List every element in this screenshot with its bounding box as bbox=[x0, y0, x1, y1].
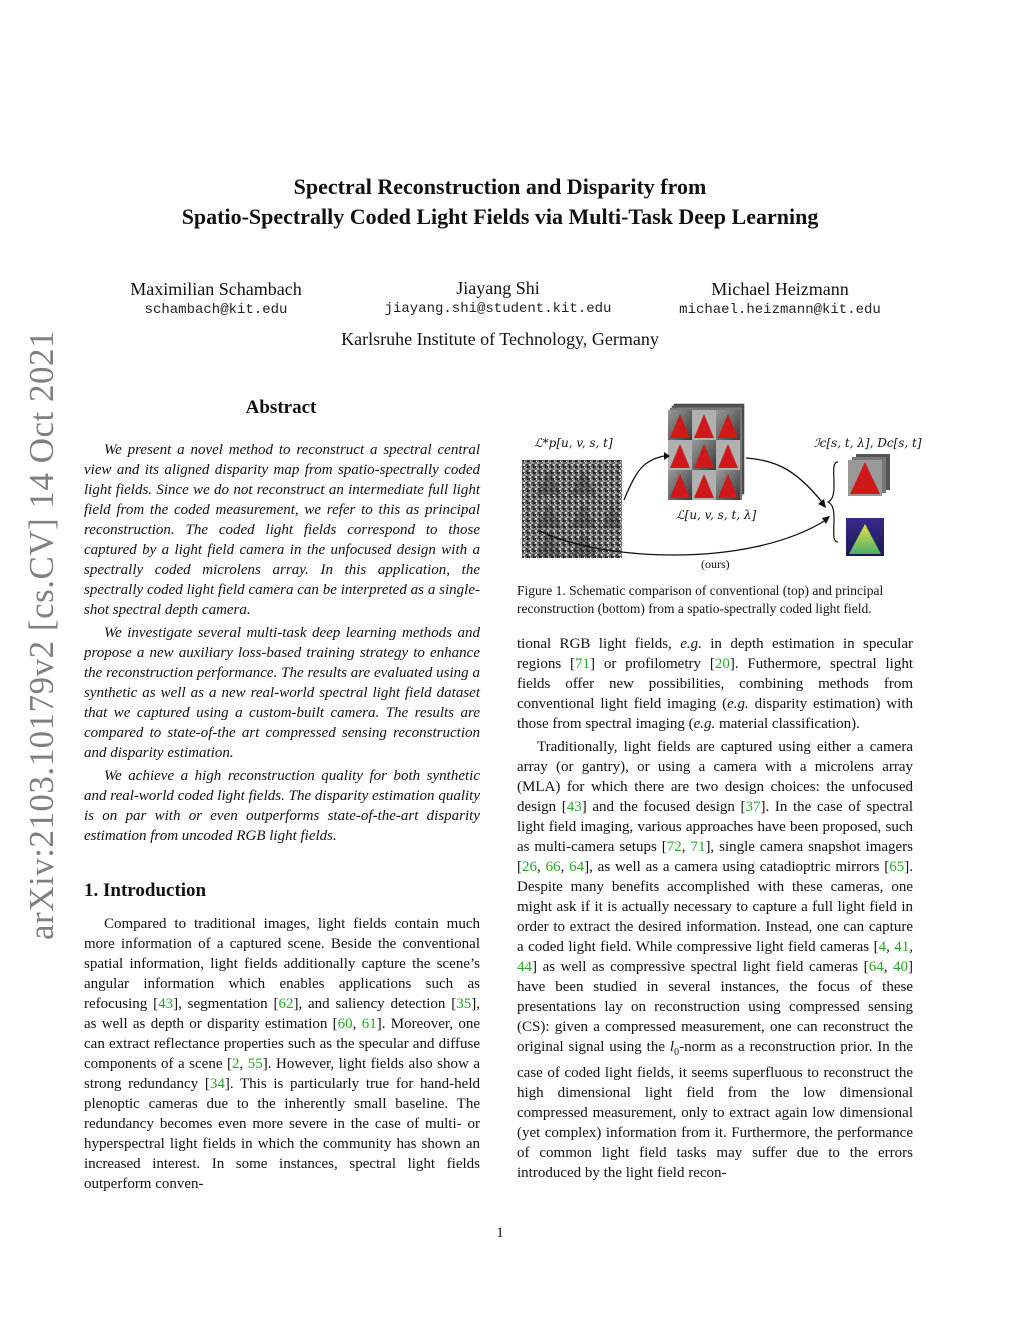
author-2-name: Jiayang Shi bbox=[456, 278, 540, 298]
arxiv-identifier: arXiv:2103.10179v2 [cs.CV] 14 Oct 2021 bbox=[22, 329, 61, 940]
citation-link[interactable]: 2 bbox=[231, 1056, 240, 1072]
label-ours: (ours) bbox=[701, 557, 730, 571]
red-cones bbox=[670, 414, 738, 498]
text-run: ]. Despite many benefits accomplished with these cameras, one might ask if it is actually necessary to capture a full light field in order to extract the desired information. Instead, one can capture a coded light field. While compressive light field cameras [ bbox=[517, 859, 914, 955]
citation-link[interactable]: 37 bbox=[745, 799, 761, 815]
author-3-email: michael.heizmann@kit.edu bbox=[679, 302, 881, 318]
abstract-paragraph-1: We present a novel method to reconstruct a spectral central view and its aligned disparity map from spatio-spectrally coded light fields. Since we do not reconstruct an intermediate full light field from the coded measurement, we refer to this as principal reconstruction. The coded light fields correspond to those captured by a light field camera in the unfocused design with a spectrally coded microlens array. In this application, the spectrally coded light field camera can be interpreted as a single-shot spectral depth camera. bbox=[84, 442, 480, 618]
page-number: 1 bbox=[496, 1225, 504, 1241]
citation-link[interactable]: 43 bbox=[566, 799, 582, 815]
light-field-stack bbox=[668, 404, 744, 500]
citation-link[interactable]: 41 bbox=[894, 939, 910, 955]
citation-link[interactable]: 64 bbox=[569, 859, 585, 875]
label-outputs: ℐc[s, t, λ], Dc[s, t] bbox=[814, 436, 922, 450]
citation-link[interactable]: 65 bbox=[889, 859, 905, 875]
text-run: ], and saliency detection [ bbox=[293, 996, 457, 1012]
text-run: ], as well as depth or disparity estimation [ bbox=[84, 996, 480, 1032]
text-run: disparity estimation) with those from spectral imaging ( bbox=[517, 696, 913, 732]
citation-link[interactable]: 26 bbox=[522, 859, 537, 875]
math-subscript: 0 bbox=[674, 1047, 680, 1058]
author-3-name: Michael Heizmann bbox=[711, 279, 849, 299]
citation-link[interactable]: 44 bbox=[517, 959, 532, 975]
text-run: ], single camera snapshot imagers [ bbox=[517, 839, 914, 875]
abstract-paragraph-3: We achieve a high reconstruction quality for both synthetic and real-world coded light fields. The disparity estimation quality is on par with or even outperforms state-of-the-art disparity estimation from uncoded RGB light fields. bbox=[84, 768, 480, 844]
arrow-to-output bbox=[746, 458, 822, 502]
citation-link[interactable]: 43 bbox=[158, 996, 174, 1012]
output-spectral-view bbox=[848, 454, 890, 496]
text-run: , bbox=[681, 839, 691, 855]
citation-link[interactable]: 66 bbox=[545, 859, 561, 875]
citation-link[interactable]: 35 bbox=[456, 996, 472, 1012]
text-run: ] have been studied in several instances, the focus of these presentations lay on reconstruction using compressed sensing (CS): given a compressed measurement, one can reconstruct the original signal using the bbox=[517, 959, 914, 1055]
text-run: e.g. bbox=[693, 716, 716, 732]
citation-link[interactable]: 72 bbox=[666, 839, 682, 855]
text-run: Traditionally, light fields are captured using either a camera array (or gantry), or using a camera with a microlens array (MLA) for which there are two design choices: the unfocused design [ bbox=[517, 739, 913, 815]
author-2-email: jiayang.shi@student.kit.edu bbox=[384, 301, 612, 317]
title-line-2: Spatio-Spectrally Coded Light Fields via Multi-Task Deep Learning bbox=[181, 204, 819, 229]
text-run: e.g. bbox=[727, 696, 749, 712]
text-run: , bbox=[883, 959, 894, 975]
abstract-body bbox=[84, 440, 480, 846]
text-run: ]. Moreover, one can extract reflectance properties such as the specular and diffuse components of a scene [ bbox=[84, 1016, 480, 1072]
text-run: -norm as a reconstruction prior. In the case of coded light fields, it seems superfluous to reconstruct the high dimensional light field from the low dimensional compressed measurement, only to extract again low dimensional (yet complex) information from it. Furthermore, the performance of common light field tasks may suffer due to the errors introduced by the light field recon- bbox=[517, 1039, 913, 1181]
label-coded-input: ℒ*p[u, v, s, t] bbox=[534, 436, 613, 450]
citation-link[interactable]: 55 bbox=[247, 1056, 263, 1072]
abstract-paragraph-2: We investigate several multi-task deep learning methods and propose a new auxiliary loss-based training strategy to enhance the reconstruction performance. The results are evaluated using a synthetic as well as a new real-world spectral light field dataset that we captured using a custom-built camera. The results are compared to state-of-the art compressed sensing reconstruction and disparity estimation. bbox=[84, 625, 480, 761]
citation-link[interactable]: 71 bbox=[690, 839, 706, 855]
output-disparity-map bbox=[846, 518, 884, 556]
text-run: , bbox=[886, 939, 895, 955]
title-line-1: Spectral Reconstruction and Disparity from bbox=[293, 174, 707, 199]
author-1-name: Maximilian Schambach bbox=[130, 279, 302, 299]
citation-link[interactable]: 61 bbox=[361, 1016, 377, 1032]
text-run: Compared to traditional images, light fields contain much more information of a captured scene. Beside the conventional spatial information, light fields additionally capture the scene’s angular information which enables applications such as refocusing [ bbox=[84, 916, 480, 1012]
text-run: , bbox=[560, 859, 570, 875]
text-run: in depth estimation in specular regions [ bbox=[517, 636, 913, 672]
text-run: e.g. bbox=[680, 636, 702, 652]
text-run: , bbox=[909, 939, 914, 955]
text-run: , bbox=[537, 859, 546, 875]
citation-link[interactable]: 20 bbox=[714, 656, 730, 672]
introduction-paragraph-1 bbox=[84, 914, 480, 1194]
right-paragraph-1 bbox=[517, 634, 913, 734]
text-run: ], segmentation [ bbox=[173, 996, 279, 1012]
math-symbol: l bbox=[669, 1039, 675, 1055]
introduction-heading: 1. Introduction bbox=[84, 880, 207, 901]
text-run: ], as well as a camera using catadioptric mirrors [ bbox=[584, 859, 890, 875]
introduction-body-left bbox=[84, 914, 480, 1194]
text-run: material classification). bbox=[715, 716, 860, 732]
text-run: ]. However, light fields also show a strong redundancy [ bbox=[84, 1056, 480, 1092]
text-run: , bbox=[239, 1056, 248, 1072]
arrow-head bbox=[822, 516, 830, 524]
citation-link[interactable]: 34 bbox=[209, 1076, 225, 1092]
citation-link[interactable]: 62 bbox=[278, 996, 294, 1012]
arrow-head bbox=[818, 499, 826, 508]
text-run: tional RGB light fields, bbox=[517, 636, 681, 652]
affiliation: Karlsruhe Institute of Technology, Germany bbox=[341, 329, 659, 349]
text-run: ]. In the case of spectral light field imaging, various approaches have been proposed, such as multi-camera setups [ bbox=[517, 799, 913, 855]
arrow-to-light-field bbox=[624, 456, 664, 500]
abstract-heading: Abstract bbox=[245, 397, 317, 418]
text-run: , bbox=[352, 1016, 362, 1032]
text-run: ] and the focused design [ bbox=[581, 799, 746, 815]
text-run: ] or profilometry [ bbox=[590, 656, 715, 672]
figure-1-schematic bbox=[516, 400, 916, 576]
figure-1 bbox=[516, 400, 922, 576]
text-run: ]. Futhermore, spectral light fields offer new possibilities, combining methods from conventional light field imaging ( bbox=[517, 656, 913, 712]
label-full-light-field: ℒ[u, v, s, t, λ] bbox=[676, 508, 757, 522]
author-1-email: schambach@kit.edu bbox=[144, 302, 288, 318]
figure-1-caption: Figure 1. Schematic comparison of conventional (top) and principal reconstruction (bottom) from a spatio-spectrally coded light field. bbox=[517, 583, 884, 616]
citation-link[interactable]: 40 bbox=[893, 959, 909, 975]
citation-link[interactable]: 4 bbox=[878, 939, 887, 955]
introduction-body-right bbox=[517, 634, 913, 1183]
citation-link[interactable]: 71 bbox=[575, 656, 590, 672]
right-paragraph-2 bbox=[517, 737, 913, 1183]
citation-link[interactable]: 64 bbox=[868, 959, 884, 975]
text-run: ]. This is particularly true for hand-held plenoptic cameras due to the inherently small baseline. The redundancy becomes even more severe in the case of multi- or hyperspectral light fields in which the community has shown an increased interest. In some instances, spectral light fields outperform conven- bbox=[84, 1076, 480, 1192]
output-brace bbox=[828, 462, 838, 542]
citation-link[interactable]: 60 bbox=[337, 1016, 353, 1032]
text-run: ] as well as compressive spectral light field cameras [ bbox=[532, 959, 869, 975]
